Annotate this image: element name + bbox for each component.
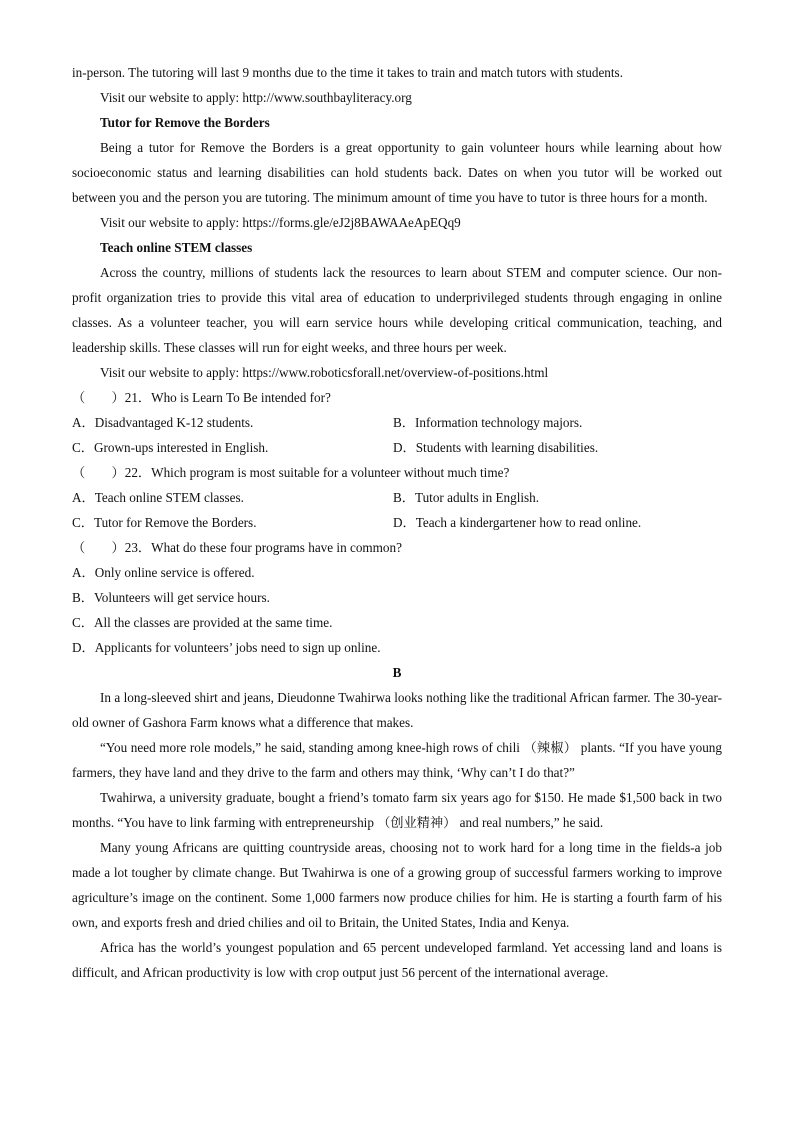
question-22-options-row (72, 485, 722, 510)
option-a: A．Teach online STEM classes. (72, 490, 244, 505)
apply-link-line: Visit our website to apply: https://forms.gle/eJ2j8BAWAAeApEQq9 (100, 215, 461, 230)
passage-b-paragraph-5: Africa has the world’s youngest population and 65 percent undeveloped farmland. Yet accessing land and loans is difficult, and African productivity is low with crop output just 56 percent of the international average. (72, 940, 722, 980)
paragraph-tail: in-person. The tutoring will last 9 months due to the time it takes to train and match tutors with students. (72, 65, 623, 80)
document-page (72, 60, 722, 985)
remove-borders-paragraph: Being a tutor for Remove the Borders is a great opportunity to gain volunteer hours while learning about how socioeconomic status and learning disabilities can hold students back. Dates on when you tutor will be worked out between you and the person you are tutoring. The minimum amount of time you have to tutor is three hours for a month. (72, 140, 722, 205)
question-21-stem: （ ）21．Who is Learn To Be intended for? (72, 390, 331, 405)
section-heading-stem: Teach online STEM classes (100, 240, 253, 255)
passage-b-paragraph-2: “You need more role models,” he said, standing among knee-high rows of chili （辣椒） plants. “If you have young farmers, they have land and they drive to the farm and others may think, ‘Why can’t I do that?” (72, 740, 722, 780)
option-b: B．Tutor adults in English. (393, 490, 540, 505)
passage-b-label: B (392, 665, 402, 680)
question-23-stem: （ ）23．What do these four programs have in common? (72, 540, 402, 555)
option-d: D．Students with learning disabilities. (393, 440, 599, 455)
passage-b-paragraph-4: Many young Africans are quitting countryside areas, choosing not to work hard for a long time in the fields-a job made a lot tougher by climate change. But Twahirwa is one of a growing group of successful farmers working to improve agriculture’s image on the continent. Some 1,000 farmers now produce chilies for him. He is starting a fourth farm of his own, and exports fresh and dried chilies and oil to Britain, the United States, India and Kenya. (72, 840, 722, 930)
passage-b-paragraph-1: In a long-sleeved shirt and jeans, Dieudonne Twahirwa looks nothing like the traditional African farmer. The 30-year-old owner of Gashora Farm knows what a difference that makes. (72, 690, 722, 730)
option-d: D．Teach a kindergartener how to read online. (393, 515, 642, 530)
option-b: B．Information technology majors. (393, 415, 583, 430)
apply-link-line: Visit our website to apply: http://www.southbayliteracy.org (100, 90, 412, 105)
option-b: B．Volunteers will get service hours. (72, 590, 270, 605)
question-21-options-row (72, 435, 722, 460)
option-d: D．Applicants for volunteers’ jobs need to sign up online. (72, 640, 381, 655)
option-c: C．Tutor for Remove the Borders. (72, 515, 257, 530)
question-21-options-row (72, 410, 722, 435)
apply-link-line: Visit our website to apply: https://www.roboticsforall.net/overview-of-positions.html (100, 365, 549, 380)
section-heading-remove-borders: Tutor for Remove the Borders (100, 115, 270, 130)
passage-b-paragraph-3: Twahirwa, a university graduate, bought a friend’s tomato farm six years ago for $150. He made $1,500 back in two months. “You have to link farming with entrepreneurship （创业精神） and real numbers,” he said. (72, 790, 722, 830)
question-22-options-row (72, 510, 722, 535)
question-22-stem: （ ）22．Which program is most suitable for a volunteer without much time? (72, 465, 510, 480)
option-c: C．All the classes are provided at the same time. (72, 615, 333, 630)
option-a: A．Only online service is offered. (72, 565, 255, 580)
stem-paragraph: Across the country, millions of students lack the resources to learn about STEM and computer science. Our non-profit organization tries to provide this vital area of education to underprivileged students through engaging in online classes. As a volunteer teacher, you will earn service hours while developing critical communication, teaching, and leadership skills. These classes will run for eight weeks, and three hours per week. (72, 265, 722, 355)
option-a: A．Disadvantaged K-12 students. (72, 415, 254, 430)
option-c: C．Grown-ups interested in English. (72, 440, 269, 455)
